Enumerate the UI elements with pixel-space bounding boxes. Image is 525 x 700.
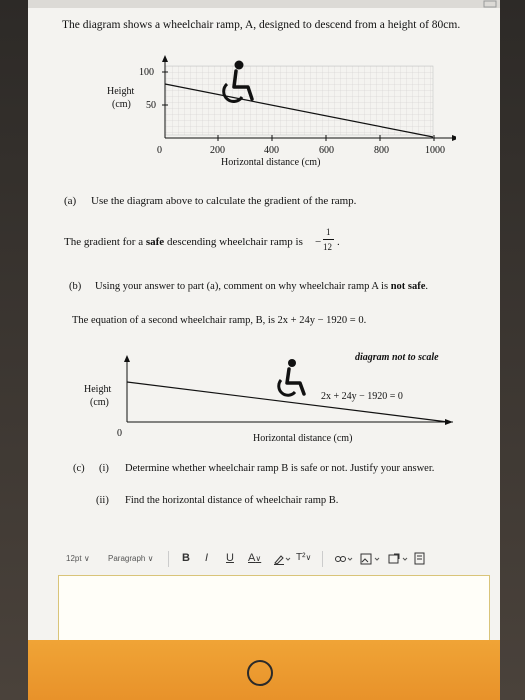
bold-button[interactable]: B [182, 552, 190, 564]
intro-text: The diagram shows a wheelchair ramp, A, designed to descend from a height of 80cm. [62, 19, 461, 31]
graph-a-ytick-50: 50 [146, 100, 156, 111]
graph-a-y-arrow [162, 55, 168, 62]
answer-editor[interactable] [58, 575, 490, 640]
part-c-i-label: (i) [99, 463, 109, 474]
graph-a-ylabel-1: Height [107, 86, 135, 97]
graph-a-xtick: 600 [319, 145, 334, 156]
graph-a-xtick: 200 [210, 145, 225, 156]
part-c-ii-text: Find the horizontal distance of wheelchair ramp B. [125, 495, 339, 506]
chevron-down-icon: ∨ [83, 554, 90, 563]
graph-b-equation: 2x + 24y − 1920 = 0 [321, 391, 403, 402]
chevron-down-icon: ∨ [147, 554, 154, 563]
graph-b-ylabel-1: Height [84, 384, 112, 395]
toolbar-divider [168, 551, 169, 567]
wheelchair-icon [279, 359, 304, 395]
graph-a-x-arrow [452, 135, 456, 141]
graph-a-ylabel-2: (cm) [112, 99, 131, 110]
document-icon [414, 552, 426, 565]
paragraph-select[interactable]: Paragraph ∨ [108, 554, 154, 563]
graph-a-xtick: 400 [264, 145, 279, 156]
graph-a-origin: 0 [157, 145, 162, 156]
graph-b-origin: 0 [117, 428, 122, 439]
underline-button[interactable]: U [226, 552, 234, 564]
graph-b-xlabel: Horizontal distance (cm) [253, 433, 353, 444]
graph-b-y-arrow [124, 355, 130, 362]
graph-a-grid [165, 66, 433, 135]
part-b-text: Using your answer to part (a), comment on why wheelchair ramp A is not safe. [95, 281, 429, 292]
equation-b-text: The equation of a second wheelchair ramp, B, is 2x + 24y − 1920 = 0. [72, 315, 367, 326]
embed-icon [388, 553, 410, 565]
link-icon [334, 553, 354, 565]
fraction-end: . [337, 236, 340, 248]
part-c-label: (c) [73, 463, 85, 474]
font-color-button[interactable]: A∨ [248, 552, 262, 564]
document-button[interactable] [414, 552, 426, 567]
highlighter-icon [273, 553, 291, 565]
editor-toolbar [52, 552, 482, 570]
graph-a-xtick: 1000 [425, 145, 445, 156]
home-button[interactable] [247, 660, 273, 686]
italic-button[interactable]: I [205, 552, 209, 564]
ramp-b-graph [78, 352, 458, 447]
part-c-i-text: Determine whether wheelchair ramp B is safe or not. Justify your answer. [125, 463, 435, 474]
graph-b-ylabel-2: (cm) [90, 397, 109, 408]
screen [28, 0, 500, 640]
window-icon [483, 0, 497, 8]
image-icon [360, 553, 382, 565]
part-a-label: (a) [64, 195, 77, 207]
embed-button[interactable] [388, 553, 410, 567]
fraction-denominator: 12 [323, 242, 332, 252]
part-c-ii-label: (ii) [96, 495, 109, 506]
superscript-button[interactable]: T²∨ [296, 552, 312, 563]
chevron-down-icon: ∨ [305, 553, 312, 562]
font-size-select[interactable]: 12pt ∨ [66, 554, 90, 563]
fraction-minus: − [315, 236, 322, 248]
fraction-numerator: 1 [326, 227, 331, 237]
safe-gradient-text: The gradient for a safe descending wheelchair ramp is [64, 236, 303, 248]
graph-a-xlabel: Horizontal distance (cm) [221, 157, 321, 168]
chevron-down-icon: ∨ [255, 554, 262, 563]
ramp-b-line [127, 382, 448, 422]
top-bar [28, 0, 500, 8]
highlight-button[interactable] [273, 553, 291, 567]
fraction-bar [323, 239, 334, 240]
part-a-text: Use the diagram above to calculate the gradient of the ramp. [91, 195, 357, 207]
graph-a-xtick: 800 [374, 145, 389, 156]
image-button[interactable] [360, 553, 382, 567]
graph-a-ytick-100: 100 [139, 67, 154, 78]
graph-b-note: diagram not to scale [355, 352, 439, 363]
part-b-label: (b) [69, 281, 82, 292]
link-button[interactable] [334, 553, 354, 567]
toolbar-divider [322, 551, 323, 567]
ramp-a-graph [76, 54, 456, 172]
